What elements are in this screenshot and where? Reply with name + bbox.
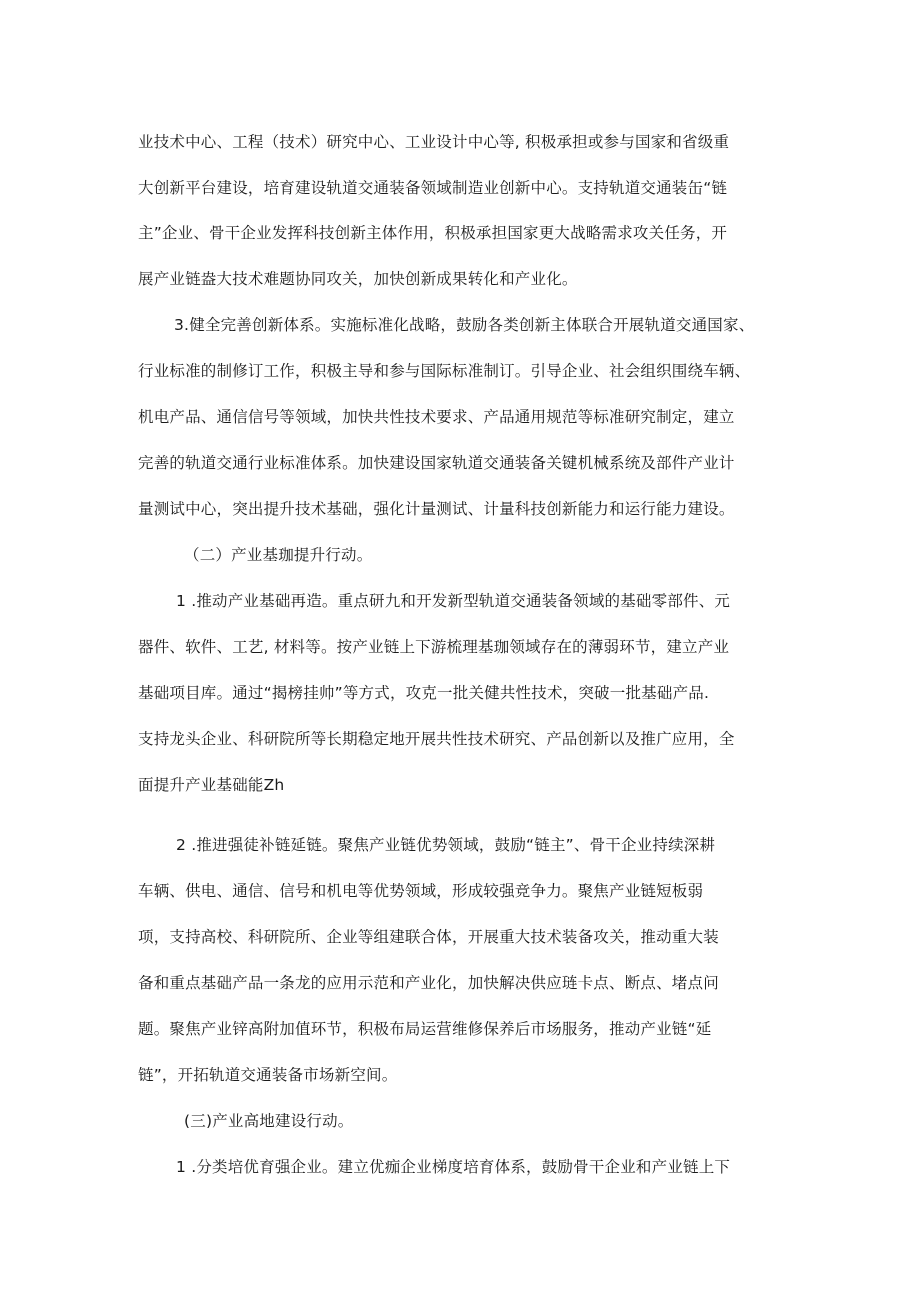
text-line: 量测试中心，突出提升技术基础，强化计量测试、计量科技创新能力和运行能力建设。 xyxy=(138,500,735,518)
text-line: 展产业链盎大技术难题协同攻关，加快创新成果转化和产业化。 xyxy=(138,270,578,288)
text-line: 链”，开拓轨道交通装备市场新空间。 xyxy=(138,1066,398,1084)
paragraph-heading: 1 .推动产业基础再造。重点研九和开发新型轨道交通装备领域的基础零部件、元 xyxy=(176,592,731,610)
text-line: 项，支持高校、科研院所、企业等组建联合体，开展重大技术装备攻关，推动重大装 xyxy=(138,928,719,946)
text-line: 机电产品、通信信号等领域，加快共性技术要求、产品通用规范等标准研究制定，建立 xyxy=(138,408,735,426)
text-line: 车辆、供电、通信、信号和机电等优势领域，形成较强竞争力。聚焦产业链短板弱 xyxy=(138,882,704,900)
text-line: 主”企业、骨干企业发挥科技创新主体作用，积极承担国家更大战略需求攻关任务，开 xyxy=(138,224,728,242)
text-line: 行业标准的制修订工作，积极主导和参与国际标准制订。引导企业、社会组织围绕车辆、 xyxy=(138,362,751,380)
text-line: 支持龙头企业、科研院所等长期稳定地开展共性技术研究、产品创新以及推广应用，全 xyxy=(138,730,735,748)
section-heading: （二）产业基珈提升行动。 xyxy=(184,546,373,564)
text-line: 完善的轨道交通行业标准体系。加快建设国家轨道交通装备关键机械系统及部件产业计 xyxy=(138,454,735,472)
section-heading: (三)产业高地建设行动。 xyxy=(184,1112,354,1130)
paragraph-heading: 1 .分类培优育强企业。建立优痂企业梯度培育体系，鼓励骨干企业和产业链上下 xyxy=(176,1158,731,1176)
text-line: 备和重点基础产品一条龙的应用示范和产业化，加快解决供应琏卡点、断点、堵点问 xyxy=(138,974,719,992)
text-line: 大创新平台建设，培育建设轨道交通装备领域制造业创新中心。支持轨道交通装缶“链 xyxy=(138,179,728,197)
paragraph-heading: 2 .推进强徒补链延链。聚焦产业链优势领域，鼓励“链主”、骨干企业持续深耕 xyxy=(176,836,716,854)
text-line: 题。聚焦产业锌高附加值环节，积极布局运营维修保养后市场服务，推动产业链“延 xyxy=(138,1020,712,1038)
paragraph-heading: 3.健全完善创新体系。实施标准化战略，鼓励各类创新主体联合开展轨道交通国家、 xyxy=(174,316,755,334)
text-line: 面提升产业基础能Zh xyxy=(138,776,285,794)
text-line: 器件、软件、工艺, 材料等。按产业链上下游梳理基珈领域存在的薄弱环节，建立产业 xyxy=(138,638,730,656)
text-line: 业技术中心、工程（技术）研究中心、工业设计中心等, 积极承担或参与国家和省级重 xyxy=(138,133,730,151)
text-line: 基础项目库。通过“揭榜挂帅”等方式，攻克一批关健共性技术，突破一批基础产品. xyxy=(138,684,710,702)
